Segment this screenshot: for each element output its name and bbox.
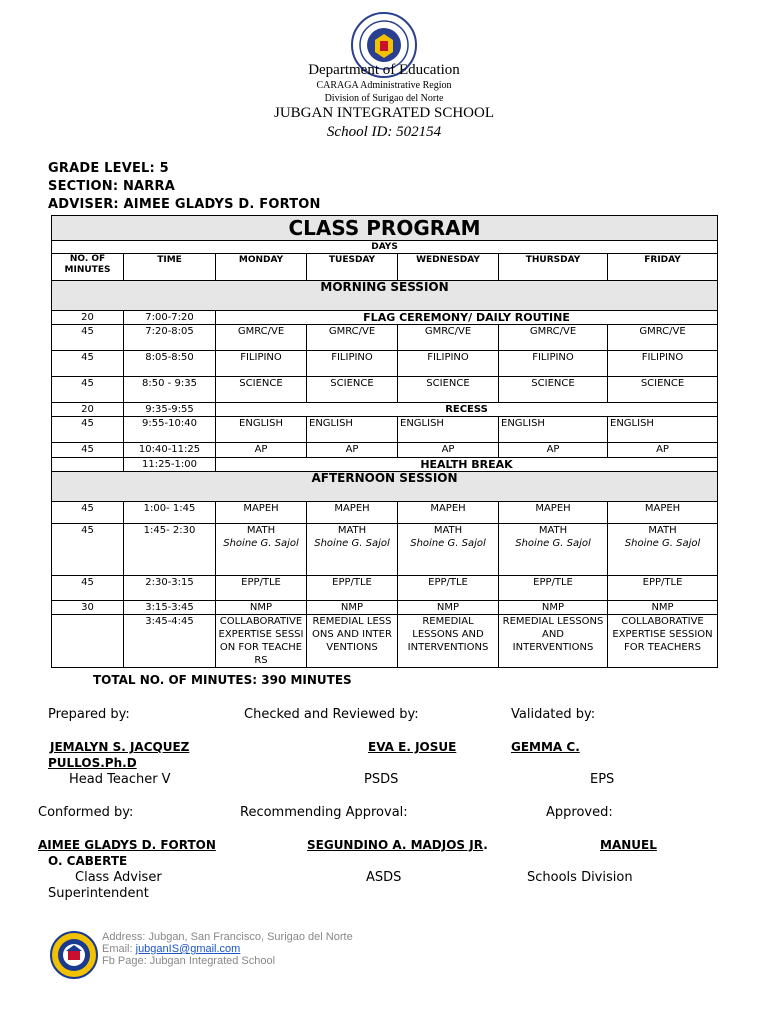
signatory-forton: AIMEE GLADYS D. FORTON: [38, 838, 216, 852]
recess-minutes: 20: [52, 403, 124, 417]
wednesday-subject: MAPEH: [398, 502, 499, 524]
friday-subject: [608, 524, 718, 576]
recess-label: RECESS: [216, 403, 718, 417]
school-name: JUBGAN INTEGRATED SCHOOL: [274, 105, 494, 121]
footer-address: Address: Jubgan, San Francisco, Surigao del Norte: [102, 931, 353, 943]
header-thursday: THURSDAY: [499, 254, 608, 281]
row-time: 7:20-8:05: [124, 325, 216, 351]
table-row: [52, 443, 718, 458]
friday-subject: GMRC/VE: [608, 325, 718, 351]
table-row: [52, 615, 718, 668]
friday-subject: FILIPINO: [608, 351, 718, 377]
role-schools-division: Schools Division: [527, 870, 633, 885]
table-row: [52, 502, 718, 524]
monday-subject: MAPEH: [216, 502, 307, 524]
thursday-subject: SCIENCE: [499, 377, 608, 403]
morning-session-label: MORNING SESSION: [52, 281, 718, 311]
subject-label: MATH: [246, 525, 276, 536]
row-time: 9:55-10:40: [124, 417, 216, 443]
subject-label: MATH: [433, 525, 463, 536]
tuesday-subject: ENGLISH: [307, 417, 398, 443]
signatory-madjos: SEGUNDINO A. MADJOS JR: [307, 838, 484, 852]
department-name: Department of Education: [308, 62, 460, 78]
monday-subject: ENGLISH: [216, 417, 307, 443]
table-row: [52, 524, 718, 576]
section: SECTION: NARRA: [48, 179, 175, 194]
subject-label: MATH: [337, 525, 367, 536]
flag-minutes: 20: [52, 311, 124, 325]
row-minutes: 45: [52, 576, 124, 601]
teacher-name: Shoine G. Sajol: [515, 538, 591, 549]
afternoon-session-label: AFTERNOON SESSION: [52, 472, 718, 502]
friday-subject: EPP/TLE: [608, 576, 718, 601]
row-minutes: 45: [52, 325, 124, 351]
row-time: 8:50 - 9:35: [124, 377, 216, 403]
monday-subject: NMP: [216, 601, 307, 615]
wednesday-subject: ENGLISH: [398, 417, 499, 443]
row-time: 1:00- 1:45: [124, 502, 216, 524]
class-program-table: [51, 215, 718, 668]
header-friday: FRIDAY: [608, 254, 718, 281]
row-minutes: 45: [52, 524, 124, 576]
role-psds: PSDS: [364, 772, 399, 787]
wednesday-subject: FILIPINO: [398, 351, 499, 377]
adviser: ADVISER: AIMEE GLADYS D. FORTON: [48, 197, 321, 212]
role-asds: ASDS: [366, 870, 402, 885]
monday-subject: COLLABORATIVE EXPERTISE SESSION FOR TEACHERS: [216, 615, 307, 668]
flag-time: 7:00-7:20: [124, 311, 216, 325]
checked-by-label: Checked and Reviewed by:: [244, 707, 419, 722]
tuesday-subject: NMP: [307, 601, 398, 615]
signatory-madjos-line: [307, 838, 488, 852]
footer-email-label: Email:: [102, 943, 136, 955]
tuesday-subject: REMEDIAL LESSONS AND INTERVENTIONS: [307, 615, 398, 668]
monday-subject: SCIENCE: [216, 377, 307, 403]
wednesday-subject: [398, 524, 499, 576]
tuesday-subject: MAPEH: [307, 502, 398, 524]
footer-email-link[interactable]: jubganIS@gmail.com: [135, 943, 241, 955]
grade-level: GRADE LEVEL: 5: [48, 161, 169, 176]
monday-subject: [216, 524, 307, 576]
signatory-jacquez: JEMALYN S. JACQUEZ: [50, 740, 190, 754]
row-time: 3:15-3:45: [124, 601, 216, 615]
tuesday-subject: [307, 524, 398, 576]
subject-label: MATH: [538, 525, 568, 536]
row-time: 3:45-4:45: [124, 615, 216, 668]
thursday-subject: ENGLISH: [499, 417, 608, 443]
friday-subject: ENGLISH: [608, 417, 718, 443]
teacher-name: Shoine G. Sajol: [410, 538, 486, 549]
tuesday-subject: SCIENCE: [307, 377, 398, 403]
signatory-caberte: O. CABERTE: [48, 854, 128, 868]
friday-subject: MAPEH: [608, 502, 718, 524]
thursday-subject: AP: [499, 443, 608, 458]
region-name: CARAGA Administrative Region: [316, 80, 452, 91]
health-time: 11:25-1:00: [124, 458, 216, 472]
wednesday-subject: NMP: [398, 601, 499, 615]
health-minutes: [52, 458, 124, 472]
row-minutes: 45: [52, 377, 124, 403]
flag-ceremony: FLAG CEREMONY/ DAILY ROUTINE: [216, 311, 718, 325]
monday-subject: GMRC/VE: [216, 325, 307, 351]
thursday-subject: GMRC/VE: [499, 325, 608, 351]
friday-subject: SCIENCE: [608, 377, 718, 403]
role-eps: EPS: [590, 772, 615, 787]
row-minutes: 45: [52, 443, 124, 458]
signatory-manuel: MANUEL: [600, 838, 657, 852]
division-name: Division of Surigao del Norte: [324, 93, 444, 104]
header-monday: MONDAY: [216, 254, 307, 281]
row-minutes: 30: [52, 601, 124, 615]
footer-fb: Fb Page: Jubgan Integrated School: [102, 955, 276, 967]
footer-email-line: [102, 943, 240, 955]
validated-by-label: Validated by:: [511, 707, 596, 722]
wednesday-subject: GMRC/VE: [398, 325, 499, 351]
header-tuesday: TUESDAY: [307, 254, 398, 281]
teacher-name: Shoine G. Sajol: [314, 538, 390, 549]
subject-label: MATH: [648, 525, 677, 536]
row-minutes: 45: [52, 417, 124, 443]
wednesday-subject: REMEDIAL LESSONS AND INTERVENTIONS: [398, 615, 499, 668]
tuesday-subject: FILIPINO: [307, 351, 398, 377]
row-minutes: 45: [52, 351, 124, 377]
monday-subject: AP: [216, 443, 307, 458]
row-time: 10:40-11:25: [124, 443, 216, 458]
role-head-teacher: Head Teacher V: [69, 772, 171, 787]
school-logo-icon: [50, 931, 98, 979]
signatory-madjos-suffix: .: [483, 838, 488, 852]
header-time: TIME: [124, 254, 216, 281]
tuesday-subject: GMRC/VE: [307, 325, 398, 351]
conformed-by-label: Conformed by:: [38, 805, 134, 820]
thursday-subject: REMEDIAL LESSONS AND INTERVENTIONS: [499, 615, 608, 668]
wednesday-subject: EPP/TLE: [398, 576, 499, 601]
monday-subject: FILIPINO: [216, 351, 307, 377]
table-row: [52, 576, 718, 601]
signatory-josue: EVA E. JOSUE: [368, 740, 457, 754]
friday-subject: NMP: [608, 601, 718, 615]
wednesday-subject: AP: [398, 443, 499, 458]
role-class-adviser: Class Adviser: [75, 870, 162, 885]
signatory-gemma: GEMMA C.: [511, 740, 580, 754]
header-wednesday: WEDNESDAY: [398, 254, 499, 281]
table-row: [52, 377, 718, 403]
table-row: [52, 601, 718, 615]
row-time: 1:45- 2:30: [124, 524, 216, 576]
thursday-subject: EPP/TLE: [499, 576, 608, 601]
total-minutes: TOTAL NO. OF MINUTES: 390 MINUTES: [93, 673, 352, 687]
table-row: [52, 325, 718, 351]
teacher-name: Shoine G. Sajol: [624, 538, 701, 549]
table-row: [52, 351, 718, 377]
prepared-by-label: Prepared by:: [48, 707, 130, 722]
program-title: CLASS PROGRAM: [52, 216, 718, 241]
recommending-label: Recommending Approval:: [240, 805, 408, 820]
approved-label: Approved:: [546, 805, 613, 820]
row-minutes: 45: [52, 502, 124, 524]
friday-subject: AP: [608, 443, 718, 458]
school-id: School ID: 502154: [326, 124, 442, 140]
role-superintendent: Superintendent: [48, 886, 149, 901]
days-label: DAYS: [52, 241, 718, 254]
row-time: 8:05-8:50: [124, 351, 216, 377]
wednesday-subject: SCIENCE: [398, 377, 499, 403]
tuesday-subject: EPP/TLE: [307, 576, 398, 601]
recess-time: 9:35-9:55: [124, 403, 216, 417]
thursday-subject: FILIPINO: [499, 351, 608, 377]
row-minutes: [52, 615, 124, 668]
header-minutes: NO. OF MINUTES: [52, 254, 124, 281]
row-time: 2:30-3:15: [124, 576, 216, 601]
thursday-subject: MAPEH: [499, 502, 608, 524]
thursday-subject: [499, 524, 608, 576]
monday-subject: EPP/TLE: [216, 576, 307, 601]
signatory-pullos: PULLOS.Ph.D: [48, 756, 137, 770]
tuesday-subject: AP: [307, 443, 398, 458]
table-row: [52, 417, 718, 443]
thursday-subject: NMP: [499, 601, 608, 615]
friday-subject: COLLABORATIVE EXPERTISE SESSION FOR TEACHERS: [608, 615, 718, 668]
teacher-name: Shoine G. Sajol: [223, 538, 299, 549]
health-break: HEALTH BREAK: [216, 458, 718, 472]
